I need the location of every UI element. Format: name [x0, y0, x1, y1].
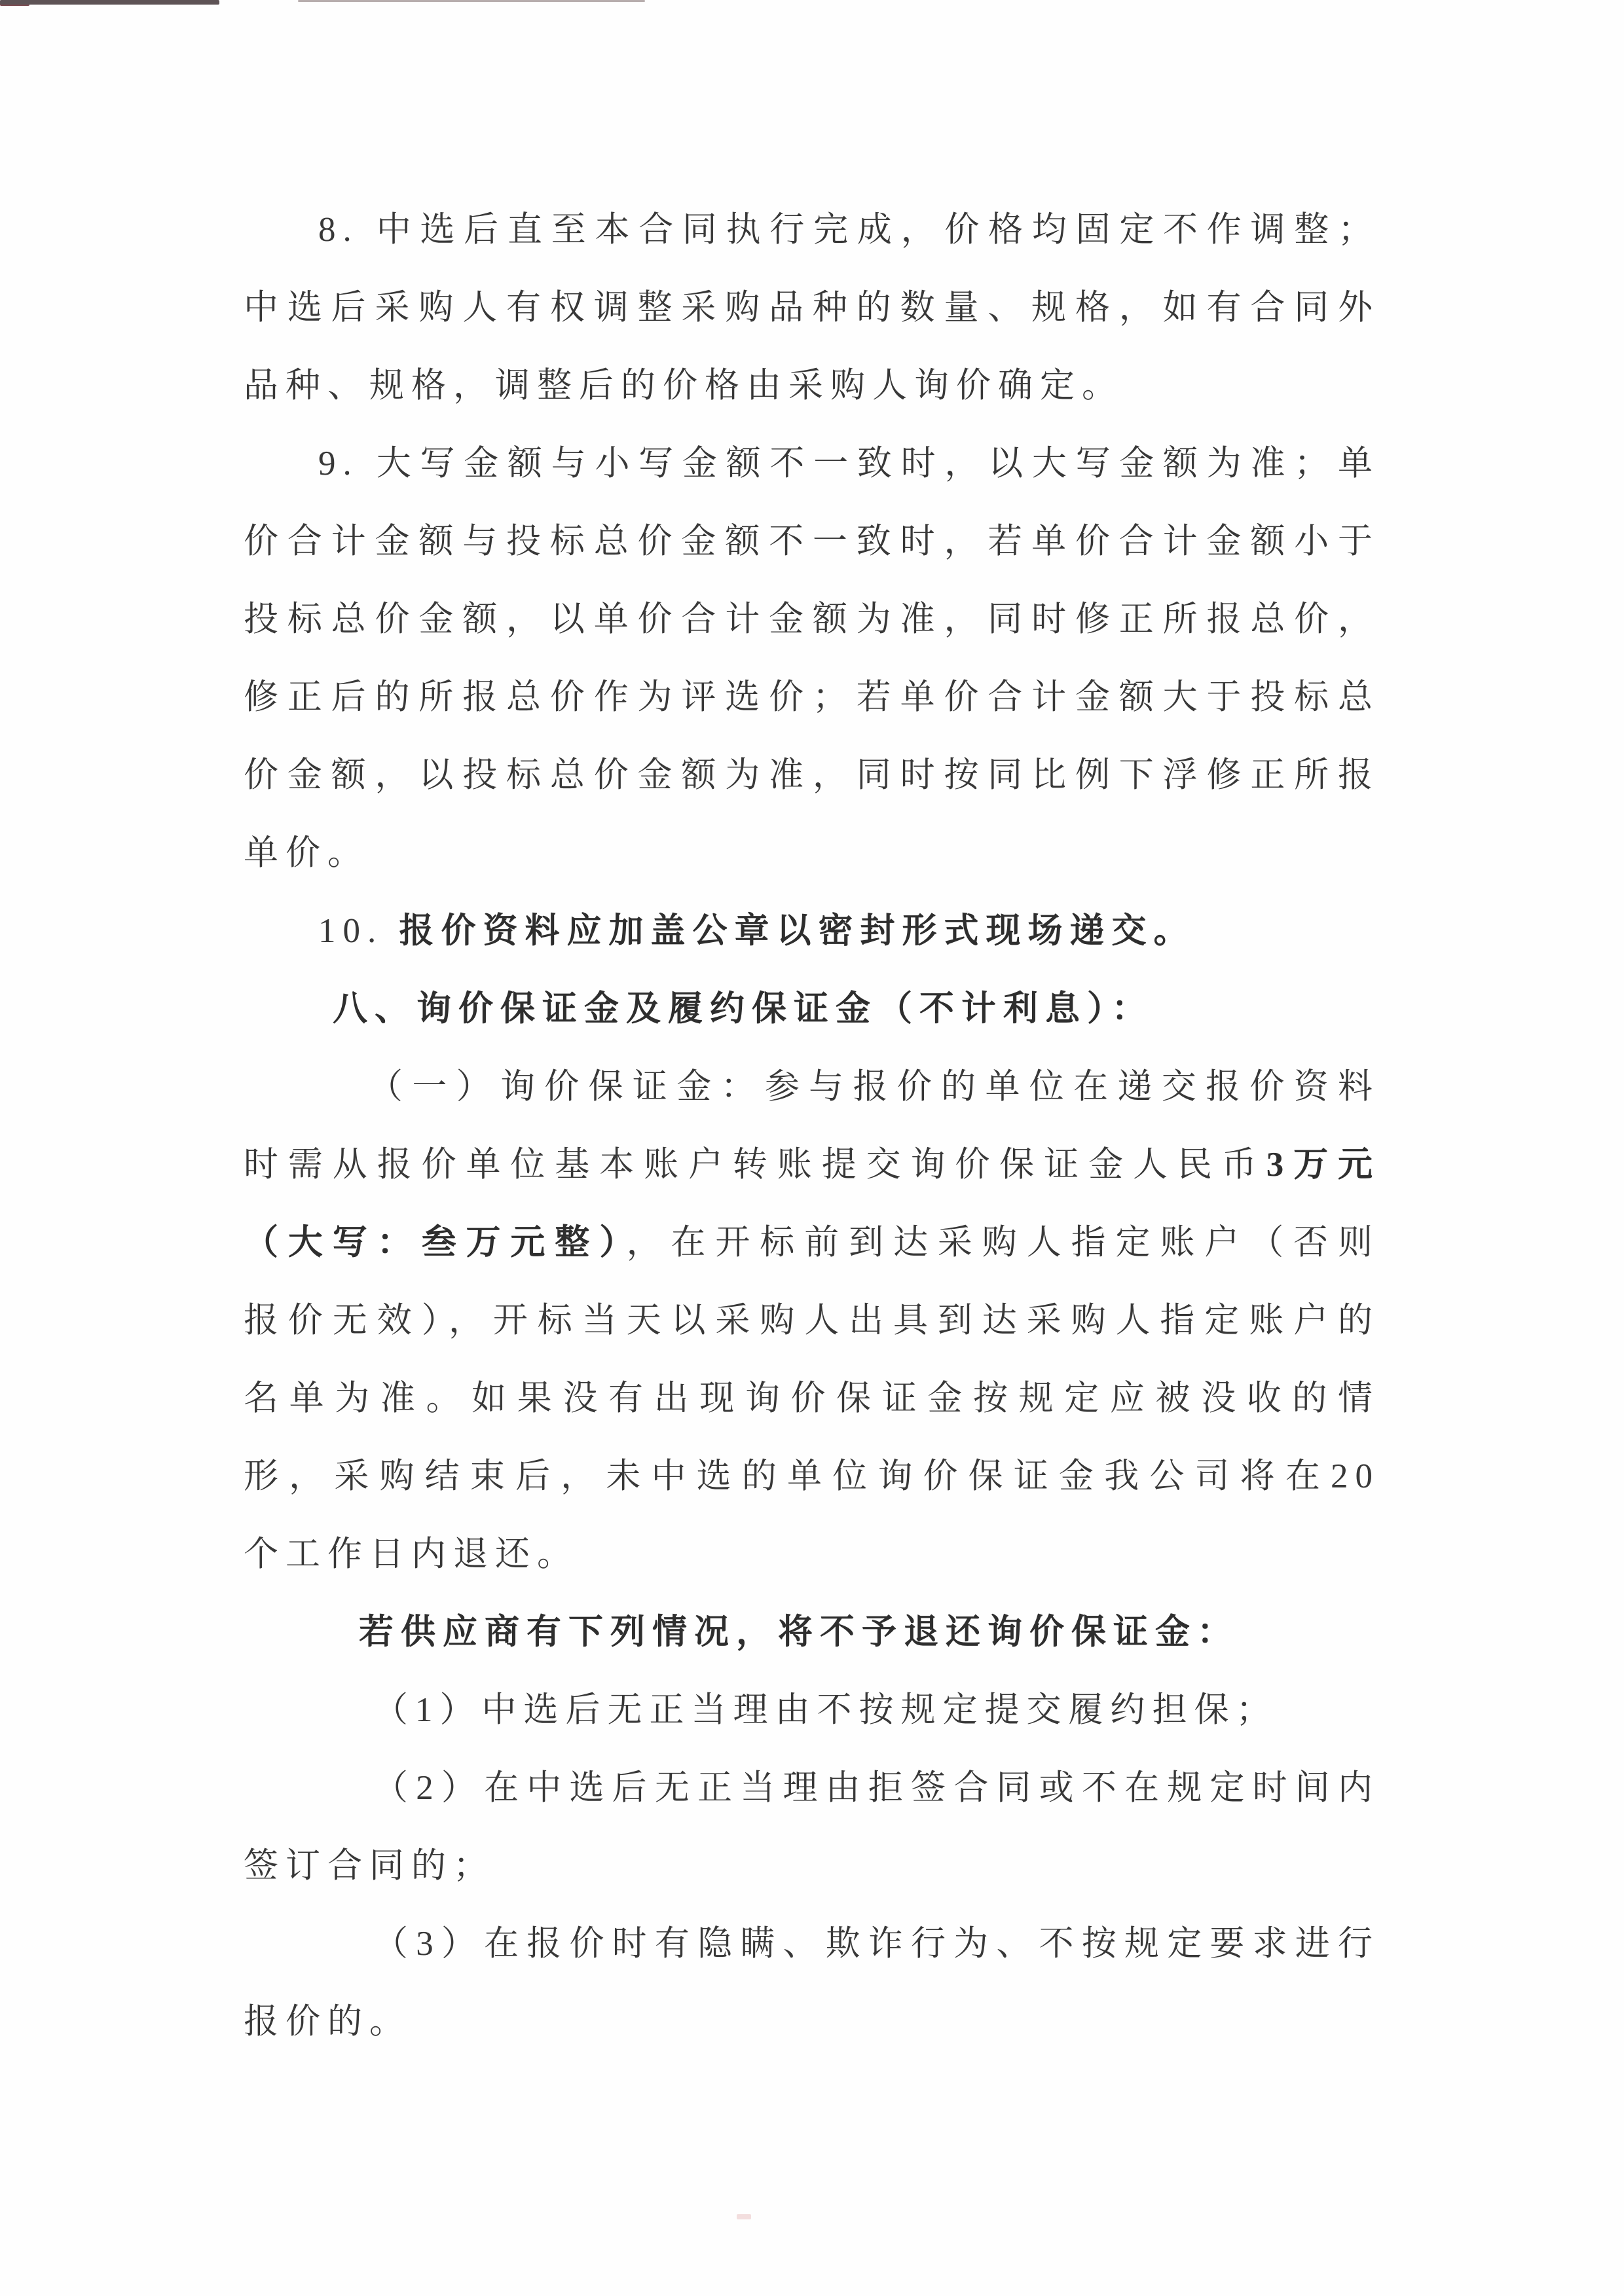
text-line	[244, 659, 1380, 737]
text-segment: 名单为准。如果没有出现询价保证金按规定应被没收的情	[244, 1379, 1380, 1417]
text-segment: 价金额，以投标总价金额为准，同时按同比例下浮修正所报	[244, 756, 1380, 794]
text-line	[244, 1671, 1380, 1749]
text-line	[244, 581, 1380, 659]
bold-text-segment: 八、询价保证金及履约保证金（不计利息）：	[333, 990, 1154, 1028]
text-segment: 个工作日内退还。	[244, 1535, 579, 1573]
text-line	[244, 269, 1380, 347]
text-segment: 10.	[318, 912, 399, 950]
text-line	[244, 970, 1380, 1048]
text-segment: ，在开标前到达采购人指定账户（否则	[626, 1224, 1380, 1262]
scan-streak-artifact	[0, 0, 219, 5]
text-line	[244, 1048, 1380, 1126]
text-line	[244, 892, 1380, 970]
text-segment: 价合计金额与投标总价金额不一致时，若单价合计金额小于	[244, 522, 1380, 560]
text-segment: （2）在中选后无正当理由拒签合同或不在规定时间内	[373, 1769, 1380, 1807]
text-segment: 中选后采购人有权调整采购品种的数量、规格，如有合同外	[244, 289, 1380, 327]
text-line	[244, 1594, 1380, 1671]
text-line	[244, 347, 1380, 425]
text-line	[244, 191, 1380, 269]
text-segment: 报价的。	[244, 2003, 411, 2041]
text-segment: 修正后的所报总价作为评选价；若单价合计金额大于投标总	[244, 678, 1380, 716]
text-line	[244, 1282, 1380, 1360]
text-line	[244, 1749, 1380, 1827]
text-line	[244, 814, 1380, 892]
scan-streak-artifact	[298, 0, 645, 2]
text-segment: 形，采购结束后，未中选的单位询价保证金我公司将在	[244, 1457, 1331, 1495]
text-line	[244, 503, 1380, 581]
text-segment: 中选后直至本合同执行完成，价格均固定不作调整；	[376, 211, 1380, 249]
text-segment: （一）询价保证金：参与报价的单位在递交报价资料	[368, 1068, 1380, 1106]
text-segment: 时需从报价单位基本账户转账提交询价保证金人民币	[244, 1146, 1266, 1184]
text-line	[244, 1905, 1380, 1983]
bold-text-segment: 若供应商有下列情况，将不予退还询价保证金：	[359, 1613, 1239, 1651]
text-line	[244, 1204, 1380, 1282]
text-line	[244, 1360, 1380, 1438]
text-segment: 9.	[318, 445, 377, 483]
text-segment: 大写金额与小写金额不一致时，以大写金额为准；单	[376, 445, 1380, 483]
bold-text-segment: 报价资料应加盖公章以密封形式现场递交。	[399, 912, 1196, 950]
text-segment: 8.	[318, 211, 377, 249]
text-line	[244, 1438, 1380, 1516]
text-line	[244, 737, 1380, 814]
text-line	[244, 1516, 1380, 1594]
text-segment: 单价。	[244, 834, 369, 872]
text-segment: 品种、规格，调整后的价格由采购人询价确定。	[244, 367, 1124, 405]
text-segment: 报价无效），开标当天以采购人出具到达采购人指定账户的	[244, 1302, 1380, 1339]
text-segment: 投标总价金额，以单价合计金额为准，同时修正所报总价，	[244, 600, 1380, 638]
text-segment: （3）在报价时有隐瞒、欺诈行为、不按规定要求进行	[373, 1925, 1380, 1963]
text-line	[244, 425, 1380, 503]
bold-text-segment: （大写：叁万元整）	[244, 1224, 627, 1262]
text-segment: 20	[1331, 1457, 1380, 1495]
text-segment: （1）中选后无正当理由不按规定提交履约担保；	[373, 1691, 1278, 1729]
document-body	[244, 191, 1380, 2061]
bold-text-segment: 3万元	[1266, 1146, 1380, 1184]
text-line	[244, 1126, 1380, 1204]
text-segment: 签订合同的；	[244, 1847, 495, 1885]
text-line	[244, 1983, 1380, 2061]
text-line	[244, 1827, 1380, 1905]
scan-streak-artifact	[737, 2214, 751, 2219]
